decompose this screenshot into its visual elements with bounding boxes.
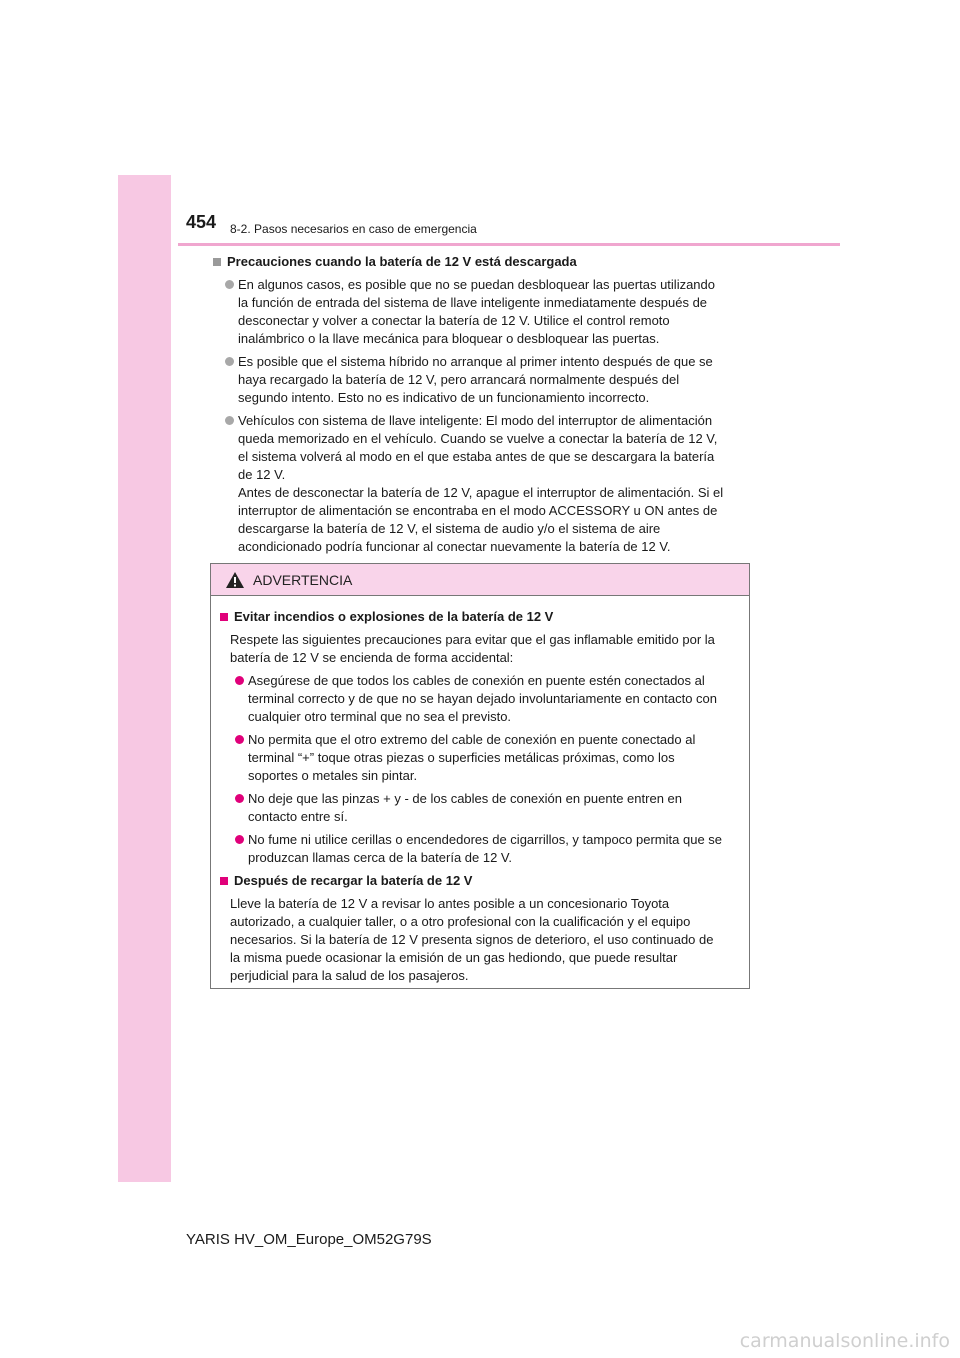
list-item <box>217 731 743 785</box>
text-line: queda memorizado en el vehículo. Cuando se vuelve a conectar la batería de 12 V, <box>238 431 718 446</box>
circle-bullet-icon <box>235 835 244 844</box>
circle-bullet-icon <box>225 357 234 366</box>
watermark: carmanualsonline.info <box>739 1330 950 1352</box>
list-item <box>217 831 743 867</box>
circle-bullet-icon <box>235 794 244 803</box>
text-line: desconectar y volver a conectar la batería de 12 V. Utilice el control remoto <box>238 313 670 328</box>
square-bullet-icon <box>213 258 221 266</box>
text-line: Respete las siguientes precauciones para evitar que el gas inflamable emitido por la <box>230 632 715 647</box>
text-line: En algunos casos, es posible que no se puedan desbloquear las puertas utilizando <box>238 277 716 292</box>
warning-box <box>210 563 750 989</box>
circle-bullet-icon <box>225 416 234 425</box>
text-line: el sistema volverá al modo en el que estaba antes de que se descargara la batería <box>238 449 715 464</box>
document-code: YARIS HV_OM_Europe_OM52G79S <box>186 1231 432 1248</box>
warning-section-heading <box>217 608 743 626</box>
text-line: de 12 V. <box>238 467 286 482</box>
warning-section-heading <box>217 872 743 890</box>
warning-section-heading-text: Después de recargar la batería de 12 V <box>234 873 473 888</box>
text-line: descargarse la batería de 12 V, el sistema de audio y/o el sistema de aire <box>238 521 661 536</box>
text-line: batería de 12 V se encienda de forma accidental: <box>230 650 514 665</box>
text-line: terminal correcto y de que no se hayan dejado involuntariamente en contacto con <box>248 691 718 706</box>
circle-bullet-icon <box>235 735 244 744</box>
warning-paragraph <box>217 895 743 985</box>
text-line: inalámbrico o la llave mecánica para bloquear o desbloquear las puertas. <box>238 331 660 346</box>
text-line: necesarios. Si la batería de 12 V presenta signos de deterioro, el uso continuado de <box>230 932 714 947</box>
text-line: No permita que el otro extremo del cable de conexión en puente conectado al <box>248 732 696 747</box>
header-divider <box>178 243 840 246</box>
text-line: la función de entrada del sistema de llave inteligente inmediatamente después de <box>238 295 708 310</box>
text-line: autorizado, a cualquier taller, o a otro profesional con la cualificación y el equipo <box>230 914 691 929</box>
text-line: haya recargado la batería de 12 V, pero arrancará normalmente después del <box>238 372 680 387</box>
text-line: la misma puede ocasionar la emisión de un gas hediondo, que puede resultar <box>230 950 678 965</box>
text-line: contacto entre sí. <box>248 809 348 824</box>
list-item <box>210 276 750 348</box>
text-line: Vehículos con sistema de llave inteligente: El modo del interruptor de alimentación <box>238 413 713 428</box>
list-item <box>210 412 750 556</box>
text-line: soportes o metales sin pintar. <box>248 768 418 783</box>
text-line: produzcan llamas cerca de la batería de 12 V. <box>248 850 513 865</box>
text-line: Lleve la batería de 12 V a revisar lo antes posible a un concesionario Toyota <box>230 896 670 911</box>
text-line: Antes de desconectar la batería de 12 V, apague el interruptor de alimentación. Si el <box>238 485 724 500</box>
warning-header <box>211 564 749 596</box>
square-bullet-icon <box>220 613 228 621</box>
precautions-section <box>210 253 750 561</box>
text-line: terminal “+” toque otras piezas o superficies metálicas próximas, como los <box>248 750 675 765</box>
text-line: cualquier otro terminal que no sea el previsto. <box>248 709 512 724</box>
text-line: acondicionado podría funcionar al conectar nuevamente la batería de 12 V. <box>238 539 671 554</box>
text-line: No deje que las pinzas + y - de los cables de conexión en puente entren en <box>248 791 682 806</box>
page-number: 454 <box>186 212 217 232</box>
text-line: Asegúrese de que todos los cables de conexión en puente estén conectados al <box>248 673 705 688</box>
list-item <box>217 790 743 826</box>
text-line: interruptor de alimentación se encontraba en el modo ACCESSORY u ON antes de <box>238 503 718 518</box>
list-item <box>217 672 743 726</box>
list-item <box>210 353 750 407</box>
text-line: segundo intento. Esto no es indicativo de un funcionamiento incorrecto. <box>238 390 650 405</box>
side-tab-band <box>118 175 171 1182</box>
precautions-heading-text: Precauciones cuando la batería de 12 V está descargada <box>227 254 577 269</box>
text-line: perjudicial para la salud de los pasajeros. <box>230 968 469 983</box>
warning-triangle-icon <box>225 571 245 589</box>
warning-body <box>211 596 749 985</box>
text-line: No fume ni utilice cerillas o encendedores de cigarrillos, y tampoco permita que se <box>248 832 723 847</box>
warning-section-heading-text: Evitar incendios o explosiones de la batería de 12 V <box>234 609 554 624</box>
section-title: 8-2. Pasos necesarios en caso de emergencia <box>230 222 477 236</box>
warning-title: ADVERTENCIA <box>253 571 353 588</box>
precautions-heading <box>210 253 750 271</box>
circle-bullet-icon <box>235 676 244 685</box>
circle-bullet-icon <box>225 280 234 289</box>
text-line: Es posible que el sistema híbrido no arranque al primer intento después de que se <box>238 354 713 369</box>
warning-intro <box>217 631 743 667</box>
square-bullet-icon <box>220 877 228 885</box>
